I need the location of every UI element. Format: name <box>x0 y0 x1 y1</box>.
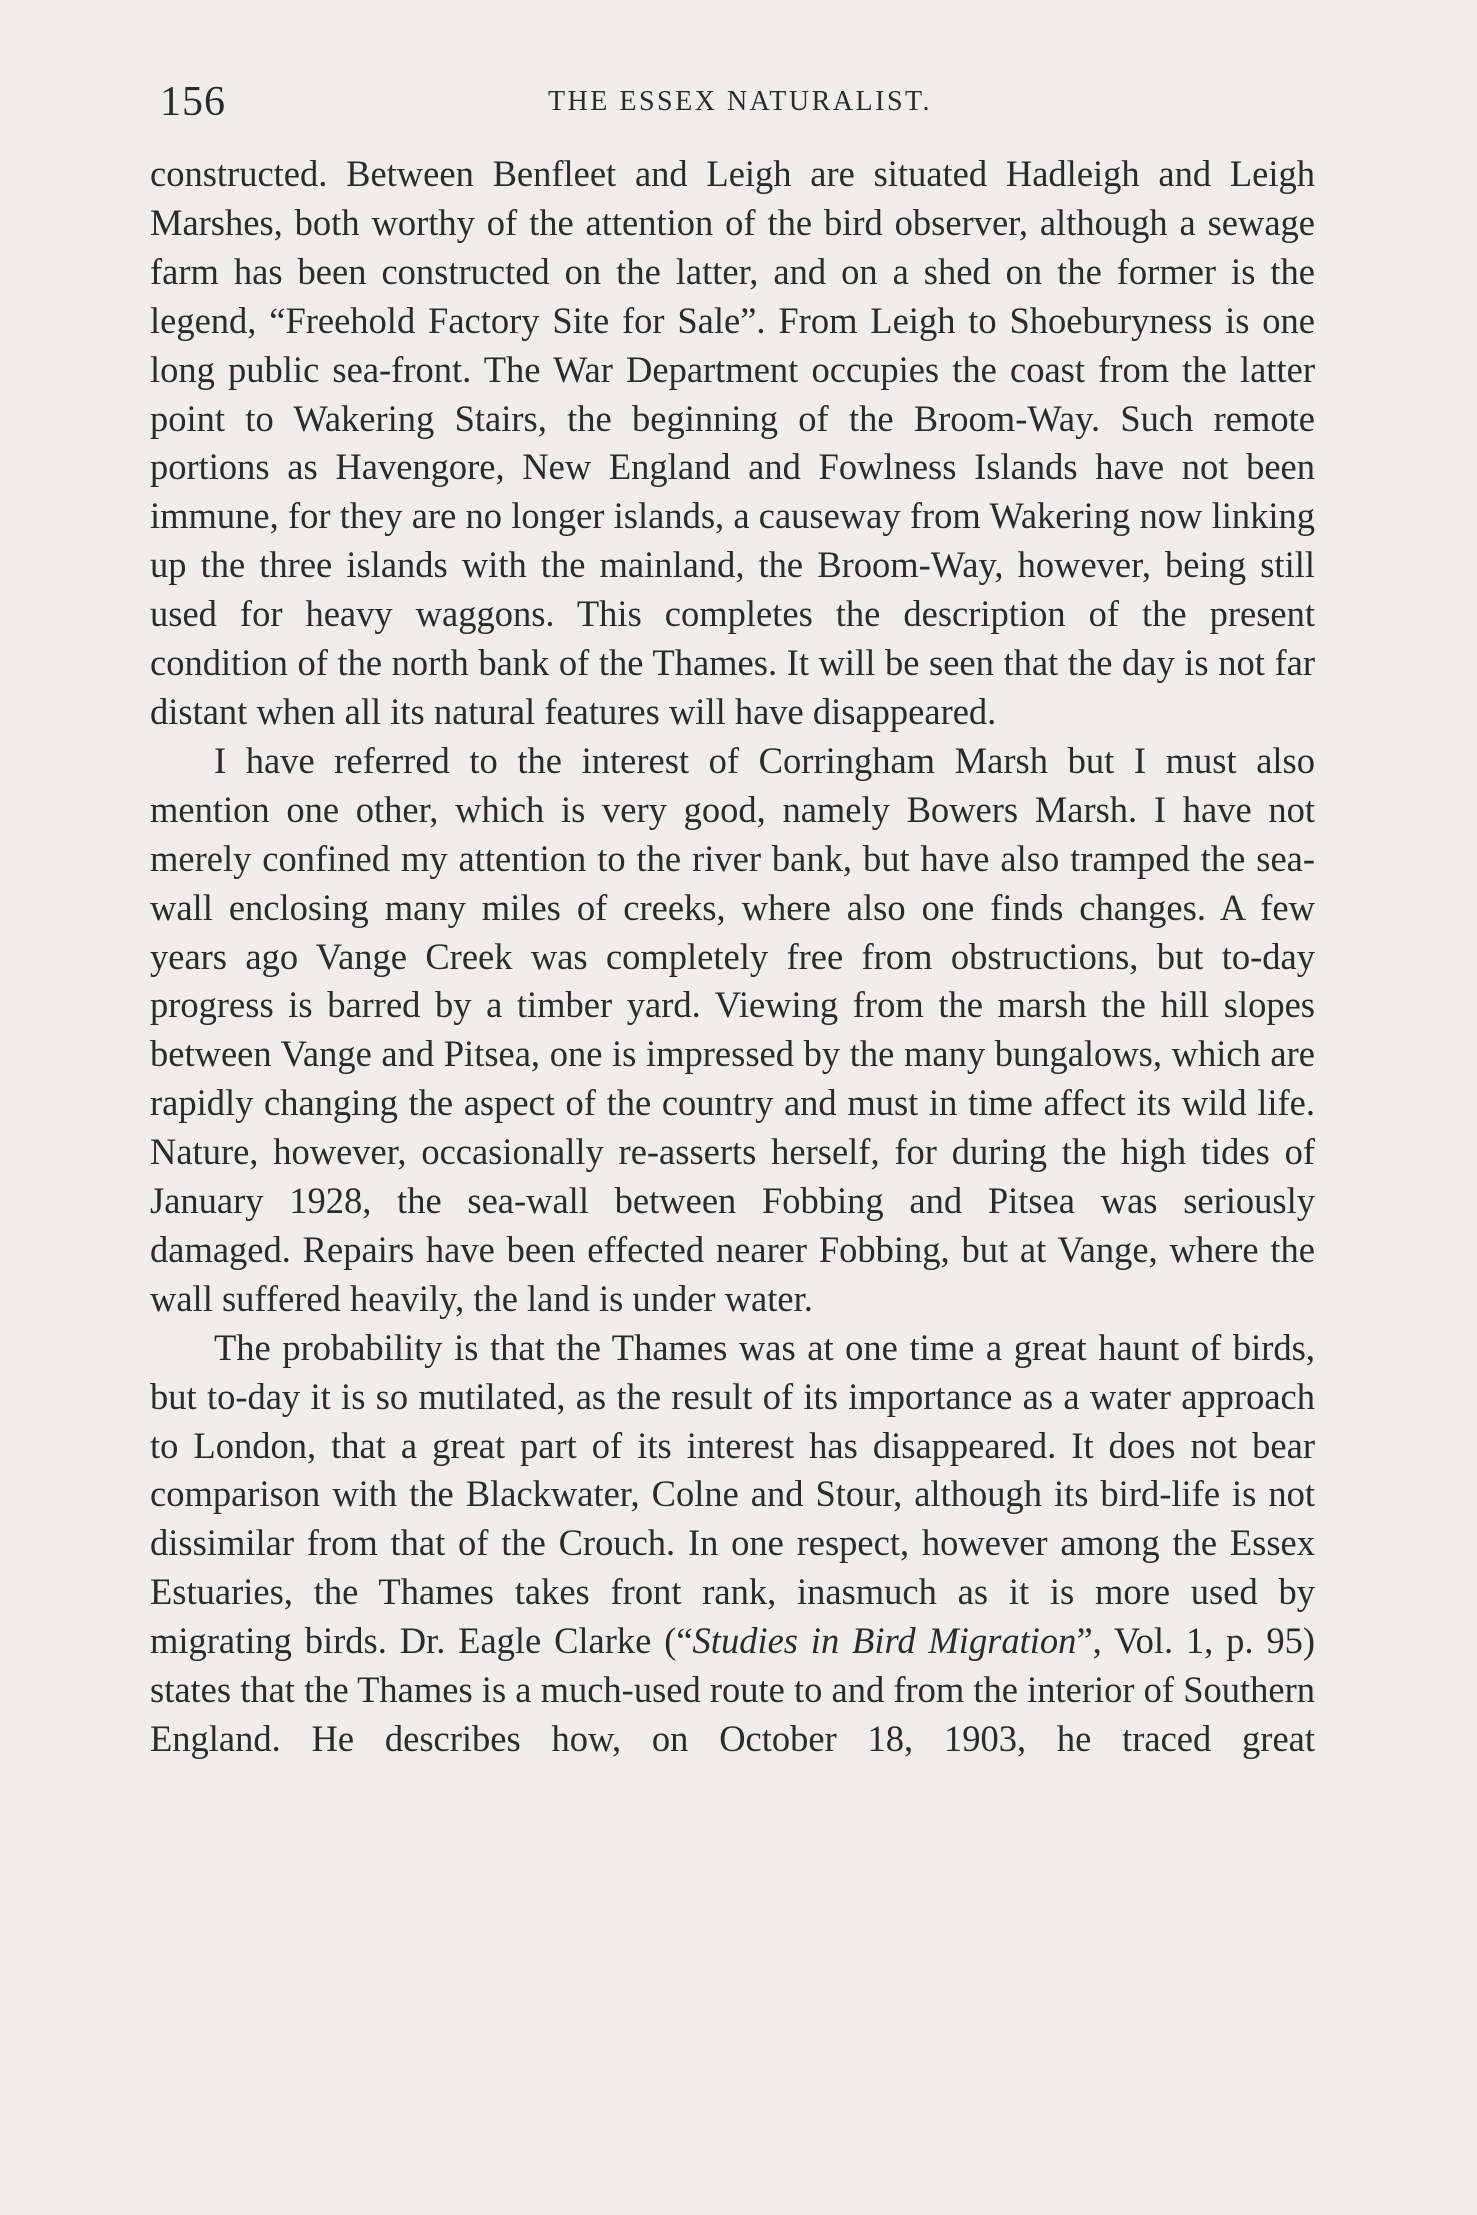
page-header <box>160 78 1320 128</box>
paragraph-3-text-before: The probability is that the Thames was at one time a great haunt of birds, but to-day it is so mutilated, as the result of its importance as a water approach to London, that a great part of its interest has disappeared. It does not bear comparison with the Blackwater, Colne and Stour, although its bird-life is not dissimilar from that of the Crouch. In one respect, however among the Essex Estuaries, the Thames takes front rank, inasmuch as it is more used by migrating birds. Dr. Eagle Clarke (“ <box>150 1326 1315 1662</box>
paragraph-3-text-after: ”, Vol. 1, p. 95) states that the Thames is a much-used route to and from the interior of Southern England. He describes how, on October 18, 1903, he traced great <box>150 1620 1316 1759</box>
paragraph-1: constructed. Between Benfleet and Leigh are situated Hadleigh and Leigh Marshes, both worthy of the attention of the bird observer, although a sewage farm has been constructed on the latter, and on a shed on the former is the legend, “Freehold Factory Site for Sale”. From Leigh to Shoeburyness is one long public sea-front. The War Department occupies the coast from the latter point to Wakering Stairs, the beginning of the Broom-Way. Such remote portions as Havengore, New England and Fowlness Islands have not been immune, for they are no longer islands, a causeway from Wakering now linking up the three islands with the mainland, the Broom-Way, however, being still used for heavy waggons. This completes the description of the present condition of the north bank of the Thames. It will be seen that the day is not far distant when all its natural features will have disappeared. <box>150 153 1315 732</box>
book-title-italic: Studies in Bird Migration <box>692 1620 1077 1662</box>
running-title: THE ESSEX NATURALIST. <box>547 86 933 117</box>
paragraph-2: I have referred to the interest of Corringham Marsh but I must also mention one other, which is very good, namely Bowers Marsh. I have not merely confined my attention to the river bank, but have also tramped the sea-wall enclosing many miles of creeks, where also one finds changes. A few years ago Vange Creek was completely free from obstructions, but to-day progress is barred by a timber yard. Viewing from the marsh the hill slopes between Vange and Pitsea, one is impressed by the many bungalows, which are rapidly changing the aspect of the country and must in time affect its wild life. Nature, however, occasionally re-asserts herself, for during the high tides of January 1928, the sea-wall between Fobbing and Pitsea was seriously damaged. Repairs have been effected nearer Fobbing, but at Vange, where the wall suffered heavily, the land is under water. <box>150 739 1315 1319</box>
paragraph-3 <box>150 1324 1315 1764</box>
body-text <box>150 150 1315 1764</box>
page-number: 156 <box>160 79 226 125</box>
